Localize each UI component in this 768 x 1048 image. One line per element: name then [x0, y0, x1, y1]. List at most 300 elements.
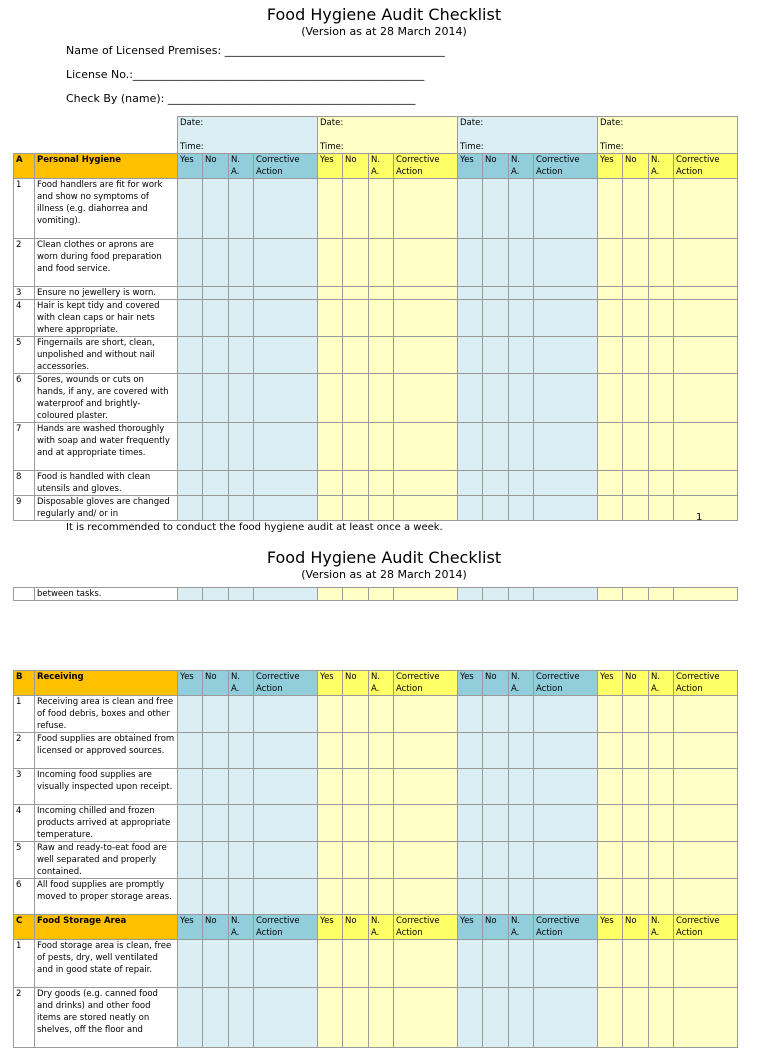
check-cell[interactable] [458, 940, 483, 988]
check-cell[interactable] [534, 496, 598, 521]
check-cell[interactable] [343, 805, 369, 842]
check-cell[interactable] [343, 239, 369, 287]
check-cell[interactable] [343, 769, 369, 805]
check-cell[interactable] [623, 988, 649, 1048]
check-cell[interactable] [649, 496, 674, 521]
check-cell[interactable] [369, 179, 394, 239]
check-cell[interactable] [229, 179, 254, 239]
check-cell[interactable] [674, 239, 738, 287]
check-cell[interactable] [509, 287, 534, 300]
check-cell[interactable] [534, 769, 598, 805]
col-yes: Yes [178, 671, 203, 696]
check-cell[interactable] [458, 471, 483, 496]
check-cell[interactable] [394, 423, 458, 471]
check-cell[interactable] [178, 496, 203, 521]
check-cell[interactable] [458, 179, 483, 239]
date-time-cell[interactable]: Date: Time: [598, 117, 738, 154]
check-cell[interactable] [623, 879, 649, 915]
check-cell[interactable] [369, 471, 394, 496]
check-cell[interactable] [254, 374, 318, 423]
check-cell[interactable] [369, 879, 394, 915]
check-cell[interactable] [229, 842, 254, 879]
check-cell[interactable] [483, 287, 509, 300]
check-cell[interactable] [534, 842, 598, 879]
check-cell[interactable] [458, 496, 483, 521]
check-cell[interactable] [483, 300, 509, 337]
check-cell[interactable] [598, 374, 623, 423]
check-cell[interactable] [649, 696, 674, 733]
check-cell[interactable] [623, 769, 649, 805]
check-cell[interactable] [534, 179, 598, 239]
check-cell[interactable] [229, 423, 254, 471]
check-cell[interactable] [254, 842, 318, 879]
check-cell[interactable] [598, 842, 623, 879]
check-cell[interactable] [509, 300, 534, 337]
check-cell[interactable] [509, 769, 534, 805]
check-cell[interactable] [178, 423, 203, 471]
check-cell[interactable] [623, 337, 649, 374]
check-cell[interactable] [534, 879, 598, 915]
date-time-cell[interactable]: Date: Time: [178, 117, 318, 154]
check-cell[interactable] [458, 842, 483, 879]
check-cell[interactable] [203, 287, 229, 300]
check-cell[interactable] [674, 842, 738, 879]
check-cell[interactable] [203, 805, 229, 842]
check-cell[interactable] [623, 696, 649, 733]
check-cell[interactable] [318, 179, 343, 239]
check-cell[interactable] [203, 696, 229, 733]
check-cell[interactable] [598, 496, 623, 521]
check-cell[interactable] [318, 879, 343, 915]
check-cell[interactable] [229, 805, 254, 842]
check-cell[interactable] [483, 239, 509, 287]
check-cell[interactable] [509, 496, 534, 521]
check-cell[interactable] [254, 471, 318, 496]
check-cell[interactable] [178, 300, 203, 337]
check-cell[interactable] [483, 696, 509, 733]
check-cell[interactable] [369, 374, 394, 423]
check-cell[interactable] [458, 988, 483, 1048]
check-cell[interactable] [394, 733, 458, 769]
check-cell[interactable] [534, 337, 598, 374]
check-cell[interactable] [394, 769, 458, 805]
check-cell[interactable] [483, 988, 509, 1048]
table-row [14, 588, 738, 601]
check-cell[interactable] [318, 423, 343, 471]
check-cell[interactable] [623, 374, 649, 423]
check-cell[interactable] [674, 287, 738, 300]
check-cell[interactable] [623, 733, 649, 769]
check-cell[interactable] [598, 696, 623, 733]
check-cell[interactable] [649, 471, 674, 496]
check-cell[interactable] [178, 988, 203, 1048]
check-cell[interactable] [598, 471, 623, 496]
check-cell[interactable] [369, 496, 394, 521]
check-cell[interactable] [178, 805, 203, 842]
col-na: N. A. [229, 671, 254, 696]
check-cell[interactable] [674, 374, 738, 423]
check-cell[interactable] [509, 337, 534, 374]
check-cell[interactable] [394, 300, 458, 337]
check-cell[interactable] [369, 300, 394, 337]
check-cell[interactable] [203, 337, 229, 374]
check-cell[interactable] [674, 988, 738, 1048]
check-cell[interactable] [343, 842, 369, 879]
check-cell[interactable] [343, 940, 369, 988]
check-cell[interactable] [483, 179, 509, 239]
check-cell[interactable] [369, 769, 394, 805]
check-cell[interactable] [458, 769, 483, 805]
check-cell[interactable] [649, 805, 674, 842]
check-cell[interactable] [458, 879, 483, 915]
check-cell[interactable] [509, 179, 534, 239]
check-cell[interactable] [623, 471, 649, 496]
check-cell[interactable] [509, 423, 534, 471]
check-cell[interactable] [458, 733, 483, 769]
check-cell[interactable] [509, 879, 534, 915]
check-cell[interactable] [203, 733, 229, 769]
check-cell[interactable] [203, 496, 229, 521]
check-cell[interactable] [674, 940, 738, 988]
check-cell[interactable] [369, 696, 394, 733]
check-cell[interactable] [394, 239, 458, 287]
check-cell[interactable] [394, 696, 458, 733]
check-cell[interactable] [534, 423, 598, 471]
check-cell[interactable] [369, 842, 394, 879]
check-cell[interactable] [483, 471, 509, 496]
check-cell[interactable] [318, 337, 343, 374]
check-cell[interactable] [203, 879, 229, 915]
check-cell[interactable] [483, 842, 509, 879]
check-cell[interactable] [534, 940, 598, 988]
check-cell[interactable] [674, 179, 738, 239]
check-cell[interactable] [254, 423, 318, 471]
check-cell[interactable] [623, 239, 649, 287]
item-text: Dry goods (e.g. canned food and drinks) and other food items are stored neatly on shelves, off the floor and [35, 988, 178, 1048]
check-cell[interactable] [534, 733, 598, 769]
check-cell[interactable] [598, 879, 623, 915]
check-cell[interactable] [394, 496, 458, 521]
check-cell[interactable] [483, 733, 509, 769]
item-number: 6 [14, 879, 35, 915]
check-cell[interactable] [623, 940, 649, 988]
check-cell[interactable] [318, 496, 343, 521]
premises-field[interactable]: Name of Licensed Premises: ________________________________________ [66, 44, 445, 57]
check-cell[interactable] [203, 239, 229, 287]
check-cell[interactable] [623, 287, 649, 300]
check-cell[interactable] [178, 374, 203, 423]
check-cell[interactable] [178, 471, 203, 496]
check-cell[interactable] [343, 374, 369, 423]
table-row [14, 696, 738, 733]
check-cell[interactable] [229, 879, 254, 915]
audit-table-page2 [13, 670, 738, 1048]
check-cell[interactable] [598, 287, 623, 300]
check-cell[interactable] [178, 940, 203, 988]
check-cell[interactable] [649, 423, 674, 471]
check-cell[interactable] [178, 769, 203, 805]
check-cell[interactable] [598, 805, 623, 842]
check-cell[interactable] [394, 879, 458, 915]
check-cell[interactable] [343, 471, 369, 496]
check-cell[interactable] [458, 337, 483, 374]
check-cell[interactable] [343, 179, 369, 239]
check-cell[interactable] [343, 496, 369, 521]
page-title: Food Hygiene Audit Checklist [266, 5, 502, 24]
check-cell[interactable] [483, 805, 509, 842]
check-cell[interactable] [343, 696, 369, 733]
check-cell[interactable] [649, 940, 674, 988]
check-cell[interactable] [318, 471, 343, 496]
col-corrective: Corrective Action [254, 915, 318, 940]
check-cell[interactable] [203, 471, 229, 496]
check-cell[interactable] [623, 805, 649, 842]
check-cell[interactable] [254, 696, 318, 733]
check-cell[interactable] [483, 496, 509, 521]
check-cell[interactable] [254, 239, 318, 287]
check-cell[interactable] [343, 879, 369, 915]
check-cell[interactable] [674, 879, 738, 915]
check-cell[interactable] [229, 300, 254, 337]
item-number: 2 [14, 733, 35, 769]
check-cell[interactable] [458, 696, 483, 733]
check-cell[interactable] [458, 239, 483, 287]
license-field[interactable]: License No.:_____________________________________________________ [66, 68, 425, 81]
check-cell[interactable] [203, 300, 229, 337]
check-cell[interactable] [318, 842, 343, 879]
check-cell[interactable] [534, 239, 598, 287]
check-cell[interactable] [203, 940, 229, 988]
check-cell[interactable] [458, 423, 483, 471]
check-cell[interactable] [458, 374, 483, 423]
check-cell[interactable] [203, 842, 229, 879]
check-cell[interactable] [394, 988, 458, 1048]
check-cell[interactable] [534, 988, 598, 1048]
check-cell[interactable] [254, 179, 318, 239]
col-na: N. A. [229, 915, 254, 940]
check-cell[interactable] [229, 940, 254, 988]
check-cell[interactable] [229, 287, 254, 300]
check-cell[interactable] [229, 988, 254, 1048]
check-cell[interactable] [229, 337, 254, 374]
item-text: Hands are washed thoroughly with soap and water frequently and at appropriate times. [35, 423, 178, 471]
check-cell[interactable] [674, 471, 738, 496]
check-cell[interactable] [369, 337, 394, 374]
check-cell[interactable] [254, 940, 318, 988]
check-cell[interactable] [458, 287, 483, 300]
check-cell[interactable] [509, 842, 534, 879]
check-cell[interactable] [674, 496, 738, 521]
check-cell[interactable] [394, 374, 458, 423]
check-cell[interactable] [598, 769, 623, 805]
check-cell[interactable] [509, 239, 534, 287]
check-cell[interactable] [649, 842, 674, 879]
check-cell[interactable] [229, 733, 254, 769]
check-cell[interactable] [509, 696, 534, 733]
check-cell[interactable] [623, 179, 649, 239]
check-cell[interactable] [649, 988, 674, 1048]
check-cell[interactable] [394, 940, 458, 988]
check-cell[interactable] [649, 239, 674, 287]
check-cell[interactable] [483, 879, 509, 915]
date-time-cell[interactable]: Date: Time: [318, 117, 458, 154]
check-cell[interactable] [369, 805, 394, 842]
check-cell[interactable] [534, 471, 598, 496]
section-header-row [14, 154, 738, 179]
check-cell[interactable] [674, 696, 738, 733]
check-cell[interactable] [509, 805, 534, 842]
check-cell[interactable] [178, 733, 203, 769]
check-cell[interactable] [623, 423, 649, 471]
check-cell[interactable] [318, 769, 343, 805]
check-cell[interactable] [178, 239, 203, 287]
check-cell[interactable] [598, 733, 623, 769]
check-cell[interactable] [254, 496, 318, 521]
col-no: No [203, 671, 229, 696]
check-cell[interactable] [623, 496, 649, 521]
table-row [14, 423, 738, 471]
item-text: Food supplies are obtained from licensed or approved sources. [35, 733, 178, 769]
col-corrective: Corrective Action [534, 671, 598, 696]
check-cell[interactable] [649, 733, 674, 769]
check-cell[interactable] [254, 805, 318, 842]
check-cell[interactable] [394, 287, 458, 300]
check-cell[interactable] [598, 337, 623, 374]
check-cell[interactable] [178, 879, 203, 915]
check-cell[interactable] [598, 423, 623, 471]
check-cell[interactable] [343, 988, 369, 1048]
check-cell[interactable] [254, 879, 318, 915]
check-cell[interactable] [254, 733, 318, 769]
check-cell[interactable] [318, 300, 343, 337]
check-cell[interactable] [394, 179, 458, 239]
check-cell[interactable] [483, 769, 509, 805]
check-cell[interactable] [649, 374, 674, 423]
check-cell[interactable] [394, 337, 458, 374]
check-cell[interactable] [598, 988, 623, 1048]
check-cell[interactable] [318, 287, 343, 300]
check-cell[interactable] [649, 287, 674, 300]
check-cell[interactable] [598, 300, 623, 337]
check-cell[interactable] [318, 696, 343, 733]
check-cell[interactable] [483, 374, 509, 423]
check-cell[interactable] [203, 374, 229, 423]
check-cell[interactable] [598, 179, 623, 239]
check-cell[interactable] [343, 733, 369, 769]
check-cell[interactable] [534, 300, 598, 337]
item-number: 8 [14, 471, 35, 496]
check-cell[interactable] [343, 287, 369, 300]
check-cell[interactable] [369, 733, 394, 769]
check-cell[interactable] [674, 423, 738, 471]
check-cell[interactable] [203, 988, 229, 1048]
check-cell[interactable] [254, 769, 318, 805]
check-cell[interactable] [483, 337, 509, 374]
check-cell[interactable] [649, 879, 674, 915]
check-cell[interactable] [534, 287, 598, 300]
check-cell[interactable] [483, 423, 509, 471]
check-cell[interactable] [229, 471, 254, 496]
check-cell[interactable] [649, 179, 674, 239]
check-cell[interactable] [343, 423, 369, 471]
check-cell[interactable] [649, 337, 674, 374]
check-cell[interactable] [534, 805, 598, 842]
check-cell[interactable] [254, 300, 318, 337]
check-cell[interactable] [369, 940, 394, 988]
check-cell[interactable] [203, 769, 229, 805]
check-cell[interactable] [178, 696, 203, 733]
check-cell[interactable] [458, 300, 483, 337]
check-cell[interactable] [394, 471, 458, 496]
check-cell[interactable] [343, 300, 369, 337]
check-cell[interactable] [674, 769, 738, 805]
check-cell[interactable] [178, 179, 203, 239]
check-cell[interactable] [509, 988, 534, 1048]
check-cell[interactable] [534, 374, 598, 423]
check-cell[interactable] [178, 842, 203, 879]
check-cell[interactable] [229, 496, 254, 521]
check-cell[interactable] [598, 239, 623, 287]
check-cell[interactable] [318, 733, 343, 769]
check-cell[interactable] [649, 300, 674, 337]
check-cell[interactable] [674, 733, 738, 769]
check-cell[interactable] [343, 337, 369, 374]
check-cell[interactable] [509, 374, 534, 423]
check-cell[interactable] [623, 842, 649, 879]
check-cell[interactable] [674, 805, 738, 842]
check-cell[interactable] [318, 805, 343, 842]
check-cell[interactable] [369, 239, 394, 287]
check-cell[interactable] [318, 940, 343, 988]
check-cell[interactable] [229, 696, 254, 733]
check-cell[interactable] [394, 805, 458, 842]
check-cell[interactable] [623, 300, 649, 337]
check-cell[interactable] [534, 696, 598, 733]
checkby-field[interactable]: Check By (name): _____________________________________________ [66, 92, 416, 105]
check-cell[interactable] [509, 733, 534, 769]
check-cell[interactable] [649, 769, 674, 805]
check-cell[interactable] [229, 374, 254, 423]
check-cell[interactable] [369, 287, 394, 300]
check-cell[interactable] [509, 940, 534, 988]
check-cell[interactable] [229, 769, 254, 805]
check-cell[interactable] [203, 423, 229, 471]
col-na: N. A. [369, 915, 394, 940]
check-cell[interactable] [203, 179, 229, 239]
check-cell[interactable] [458, 805, 483, 842]
check-cell[interactable] [318, 374, 343, 423]
check-cell[interactable] [254, 337, 318, 374]
check-cell[interactable] [369, 423, 394, 471]
col-corrective: Corrective Action [674, 154, 738, 179]
item-text: Fingernails are short, clean, unpolished and without nail accessories. [35, 337, 178, 374]
check-cell[interactable] [254, 988, 318, 1048]
check-cell[interactable] [254, 287, 318, 300]
check-cell[interactable] [483, 940, 509, 988]
check-cell[interactable] [178, 287, 203, 300]
check-cell[interactable] [178, 337, 203, 374]
check-cell[interactable] [229, 239, 254, 287]
check-cell[interactable] [369, 988, 394, 1048]
check-cell[interactable] [674, 337, 738, 374]
check-cell[interactable] [318, 988, 343, 1048]
date-time-cell[interactable]: Date: Time: [458, 117, 598, 154]
check-cell[interactable] [674, 300, 738, 337]
check-cell[interactable] [509, 471, 534, 496]
check-cell[interactable] [318, 239, 343, 287]
check-cell[interactable] [394, 842, 458, 879]
check-cell[interactable] [598, 940, 623, 988]
